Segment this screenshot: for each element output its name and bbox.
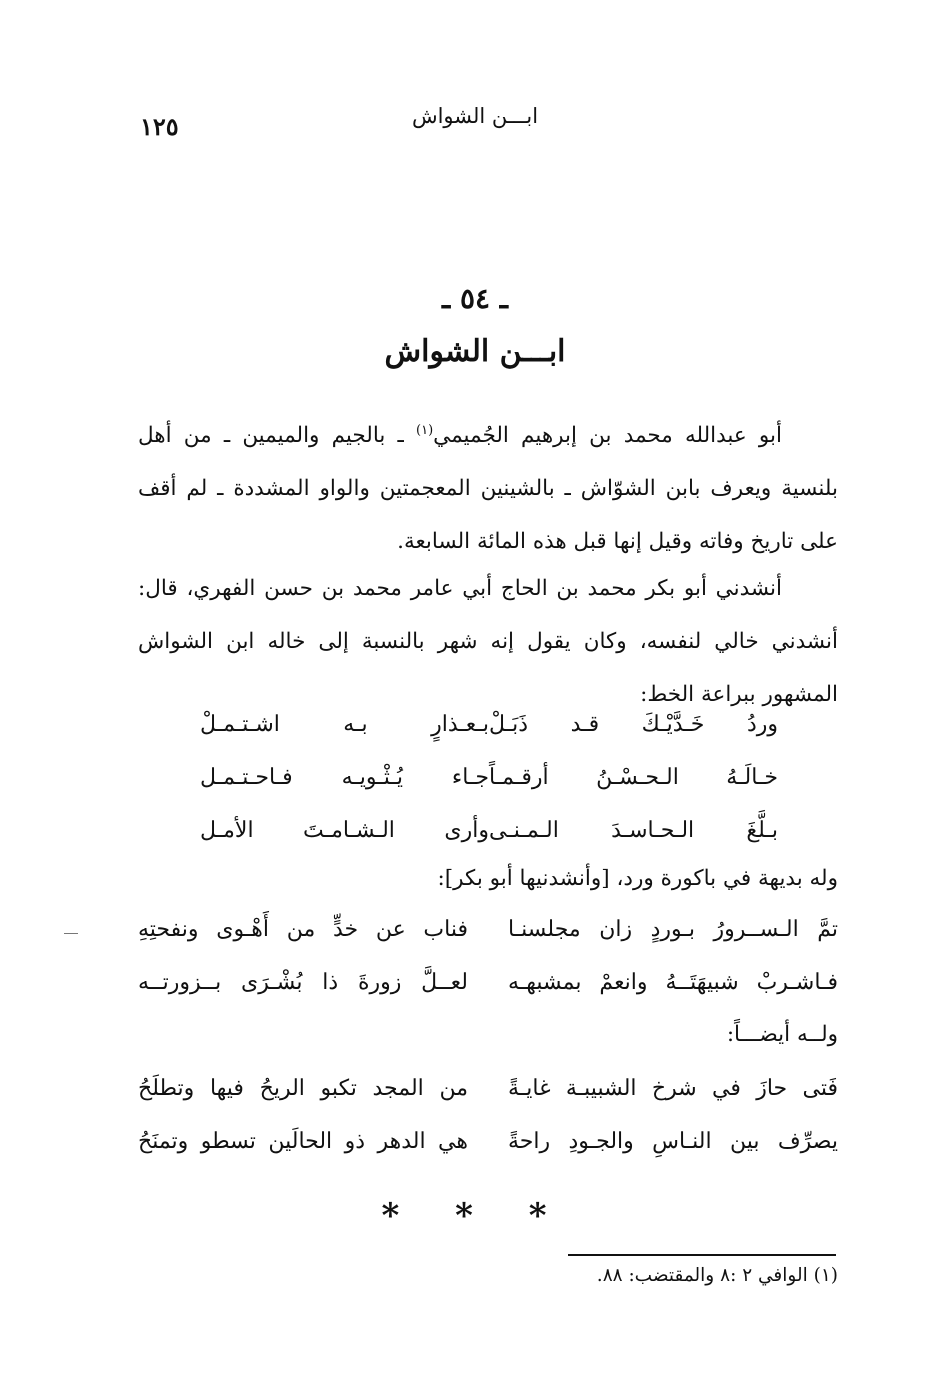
verse-second-hemistich: وأرى الـشـامـتَ الأمـل <box>200 818 489 843</box>
chapter-title: ابـــن الشواش <box>384 334 566 369</box>
biography-text-rest: ـ بالجيم والميمين ـ من أهل بلنسية ويعرف بابن الشوّاش ـ بالشينين المعجمتين والواو المشددة ـ لم أقف على تاريخ وفاته وقيل إنها قبل هذه المائة السابعة. <box>138 423 838 555</box>
verse-line <box>138 903 838 956</box>
biography-text-start: أبو عبدالله محمد بن إبرهيم الجُميمي <box>433 423 782 449</box>
verse-first-hemistich: فـاشـربْ شبيهَتَــهُ وانعمْ بمشبهـه <box>508 970 838 995</box>
verse-line <box>138 751 838 804</box>
verse-first-hemistich: وردُ خَـدَّيْـكَ قـد ذَبَـلْ <box>489 712 778 737</box>
verse-line <box>138 956 838 1009</box>
poem-3-intro: ولــه أيضـــاً: <box>726 1022 838 1047</box>
verse-second-hemistich: فناب عن خدٍّ من أَهْـوى ونفحتِهِ <box>138 917 468 942</box>
verse-line <box>138 1062 838 1115</box>
verse-second-hemistich: لعــلَّ زورةَ ذا بُشْـرَى بــزورتــه <box>138 970 468 995</box>
footnote: (١) الوافي ٢ :٨ والمقتضب: ٨٨. <box>596 1265 838 1286</box>
biography-paragraph <box>138 404 838 568</box>
chapter-number: ـ ٥٤ ـ <box>442 282 508 315</box>
verse-second-hemistich: من المجد تكبو الريحُ فيها وتطلَحُ <box>138 1076 468 1101</box>
poem-1 <box>138 698 838 857</box>
poem-2 <box>138 903 838 1009</box>
verse-second-hemistich: هي الدهر ذو الحالَين تسطو وتمنَحُ <box>138 1129 468 1154</box>
verse-first-hemistich: بـلَّغَ الـحـاسـدَ الـمـنـى <box>489 818 778 843</box>
footnote-divider <box>568 1254 836 1256</box>
verse-line <box>138 804 838 857</box>
verse-first-hemistich: يصرِّف بين النـاسِ والجـودِ راحةً <box>508 1129 838 1154</box>
verse-first-hemistich: خـالَـهُ الـحـسْـنُ أرقـمـاً <box>489 765 778 790</box>
page-number: ١٢٥ <box>140 112 179 141</box>
verse-first-hemistich: فَتى حازَ في شرخ الشبيبـة غايـةً <box>508 1076 838 1101</box>
poem-3 <box>138 1062 838 1168</box>
running-title: ابـــن الشواش <box>411 104 539 128</box>
footnote-reference: (١) <box>416 423 434 438</box>
scan-edge-mark <box>64 933 78 934</box>
verse-line <box>138 1115 838 1168</box>
section-separator: * * * <box>381 1196 569 1236</box>
verse-second-hemistich: جـاء يُـثْـويـه فـاحـتـمـل <box>200 765 489 790</box>
narration-paragraph: أنشدني أبو بكر محمد بن الحاج أبي عامر محمد بن حسن الفهري، قال: أنشدني خالي لنفسه، وكان يقول إنه شهر بالنسبة إلى خاله ابن الشواش المشهور ببراعة الخط: <box>138 576 838 707</box>
poem-2-intro: وله بديهة في باكورة ورد، [وأنشدنيها أبو بكر]: <box>437 866 838 891</box>
verse-first-hemistich: تمَّ الـســرورُ بـوردٍ زان مجلسنـا <box>508 917 838 942</box>
verse-line <box>138 698 838 751</box>
verse-second-hemistich: بـعـذارٍ بـه اشـتـمـلْ <box>200 712 489 737</box>
